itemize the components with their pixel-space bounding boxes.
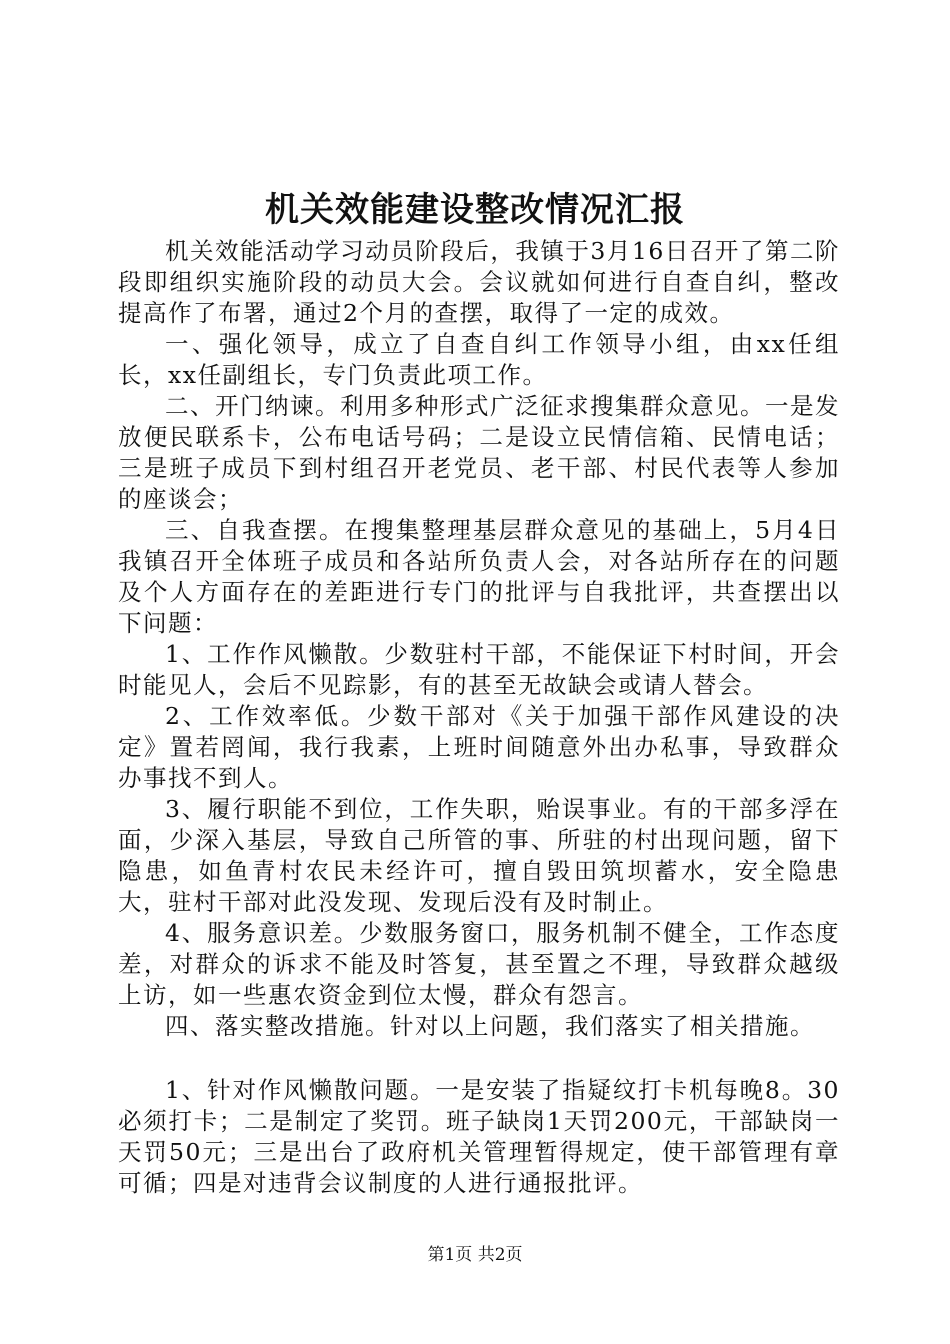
paragraph-section-2: 二、开门纳谏。利用多种形式广泛征求搜集群众意见。一是发放便民联系卡，公布电话号码；二是设立民情信箱、民情电话；三是班子成员下到村组召开老党员、老干部、村民代表等人参加的座谈会； [118,392,840,513]
document-body [118,236,840,1199]
document-title: 机关效能建设整改情况汇报 [265,190,685,230]
paragraph-intro: 机关效能活动学习动员阶段后，我镇于3月16日召开了第二阶段即组织实施阶段的动员大会。会议就如何进行自查自纠，整改提高作了布署，通过2个月的查摆，取得了一定的成效。 [118,237,840,327]
paragraph-section-1: 一、强化领导，成立了自查自纠工作领导小组，由xx任组长，xx任副组长，专门负责此项工作。 [118,330,840,389]
paragraph-issue-1: 1、工作作风懒散。少数驻村干部，不能保证下村时间，开会时能见人，会后不见踪影，有的甚至无故缺会或请人替会。 [118,640,840,699]
page-footer: 第1页 共2页 [427,1245,523,1265]
paragraph-issue-3: 3、履行职能不到位，工作失职，贻误事业。有的干部多浮在面，少深入基层，导致自己所管的事、所驻的村出现问题，留下隐患，如鱼青村农民未经许可，擅自毁田筑坝蓄水，安全隐患大，驻村干部对此没发现、发现后没有及时制止。 [118,795,840,916]
paragraph-issue-4: 4、服务意识差。少数服务窗口，服务机制不健全，工作态度差，对群众的诉求不能及时答复，甚至置之不理，导致群众越级上访，如一些惠农资金到位太慢，群众有怨言。 [118,919,840,1009]
paragraph-section-4: 四、落实整改措施。针对以上问题，我们落实了相关措施。 [165,1012,815,1040]
paragraph-measure-1: 1、针对作风懒散问题。一是安装了指疑纹打卡机每晚8。30必须打卡；二是制定了奖罚。班子缺岗1天罚200元，干部缺岗一天罚50元；三是出台了政府机关管理暂得规定，使干部管理有章可循；四是对违背会议制度的人进行通报批评。 [118,1076,840,1197]
paragraph-section-3: 三、自我查摆。在搜集整理基层群众意见的基础上，5月4日我镇召开全体班子成员和各站所负责人会，对各站所存在的问题及个人方面存在的差距进行专门的批评与自我批评，共查摆出以下问题： [118,516,840,637]
paragraph-issue-2: 2、工作效率低。少数干部对《关于加强干部作风建设的决定》置若罔闻，我行我素，上班时间随意外出办私事，导致群众办事找不到人。 [118,702,840,792]
